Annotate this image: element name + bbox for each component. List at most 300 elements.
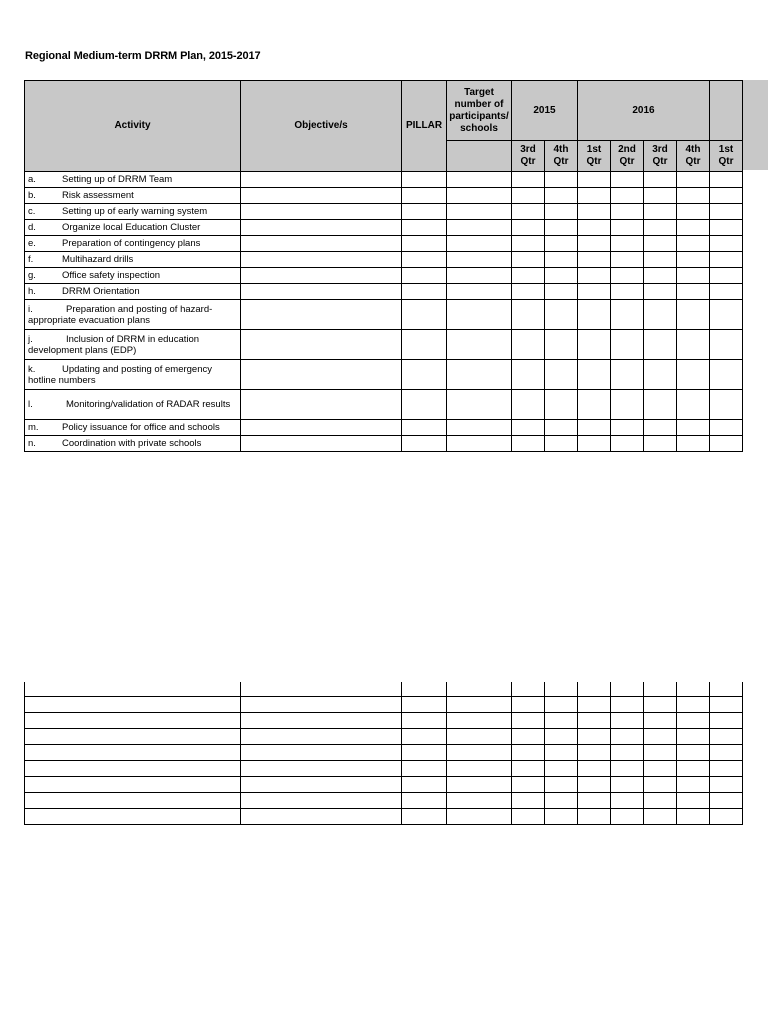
- empty-cell: [578, 220, 611, 236]
- activity-cell: [25, 172, 241, 188]
- empty-cell: [578, 268, 611, 284]
- empty-cell: [578, 300, 611, 330]
- empty-cell: [241, 745, 402, 761]
- empty-cell: [402, 761, 447, 777]
- empty-cell: [644, 793, 677, 809]
- header-quarter: [512, 141, 545, 172]
- empty-cell: [611, 697, 644, 713]
- empty-cell: [710, 188, 743, 204]
- activity-letter: n.: [28, 438, 36, 449]
- empty-cell: [644, 420, 677, 436]
- table-row: [25, 172, 743, 188]
- empty-cell: [677, 390, 710, 420]
- empty-cell: [710, 809, 743, 825]
- empty-cell: [447, 252, 512, 268]
- activity-letter: e.: [28, 238, 36, 249]
- header-activity: Activity: [25, 81, 241, 172]
- empty-cell: [447, 436, 512, 452]
- empty-cell: [611, 420, 644, 436]
- header-target: Target number of participants/ schools: [447, 81, 512, 141]
- header-year-2015: 2015: [512, 81, 578, 141]
- empty-cell: [545, 682, 578, 697]
- activity-cell: [25, 420, 241, 436]
- empty-cell: [545, 330, 578, 360]
- activity-letter: l.: [28, 399, 33, 410]
- empty-cell: [402, 330, 447, 360]
- table-row: [25, 682, 743, 697]
- activity-letter: c.: [28, 206, 36, 217]
- empty-cell: [402, 188, 447, 204]
- activity-letter: b.: [28, 190, 36, 201]
- activity-letter: k.: [28, 363, 36, 375]
- empty-cell: [644, 330, 677, 360]
- empty-cell: [611, 390, 644, 420]
- table-row: [25, 220, 743, 236]
- empty-cell: [644, 284, 677, 300]
- empty-cell: [241, 713, 402, 729]
- empty-cell: [710, 697, 743, 713]
- empty-cell: [545, 236, 578, 252]
- empty-cell: [611, 682, 644, 697]
- empty-cell: [512, 172, 545, 188]
- empty-cell: [25, 729, 241, 745]
- empty-cell: [512, 729, 545, 745]
- empty-cell: [25, 793, 241, 809]
- activity-text: Multihazard drills: [62, 254, 134, 265]
- table-row: [25, 745, 743, 761]
- document-title: Regional Medium-term DRRM Plan, 2015-2017: [25, 50, 261, 62]
- quarter-label: 1st: [718, 144, 734, 155]
- table-row: [25, 729, 743, 745]
- empty-cell: [545, 777, 578, 793]
- empty-cell: [677, 236, 710, 252]
- empty-cell: [710, 682, 743, 697]
- empty-cell: [512, 268, 545, 284]
- empty-cell: [611, 188, 644, 204]
- empty-cell: [241, 420, 402, 436]
- empty-cell: [512, 793, 545, 809]
- empty-cell: [447, 284, 512, 300]
- empty-cell: [710, 729, 743, 745]
- table-row: [25, 204, 743, 220]
- empty-cell: [677, 252, 710, 268]
- empty-cell: [545, 729, 578, 745]
- empty-cell: [241, 330, 402, 360]
- empty-cell: [578, 390, 611, 420]
- empty-cell: [710, 330, 743, 360]
- empty-cell: [710, 252, 743, 268]
- activity-cell: [25, 360, 241, 390]
- empty-cell: [644, 436, 677, 452]
- empty-cell: [512, 682, 545, 697]
- activity-text: DRRM Orientation: [62, 286, 140, 297]
- empty-cell: [611, 713, 644, 729]
- empty-cell: [402, 682, 447, 697]
- empty-cell: [545, 436, 578, 452]
- empty-cell: [545, 697, 578, 713]
- empty-cell: [677, 188, 710, 204]
- empty-cell: [644, 188, 677, 204]
- header-quarter: [545, 141, 578, 172]
- empty-cell: [545, 713, 578, 729]
- empty-cell: [545, 390, 578, 420]
- activity-letter: m.: [28, 422, 39, 433]
- empty-cell: [611, 745, 644, 761]
- empty-cell: [710, 220, 743, 236]
- activity-letter: g.: [28, 270, 36, 281]
- table-row: [25, 697, 743, 713]
- empty-cell: [447, 220, 512, 236]
- empty-cell: [402, 300, 447, 330]
- empty-cell: [611, 204, 644, 220]
- table-row: [25, 360, 743, 390]
- empty-cell: [677, 420, 710, 436]
- empty-cell: [611, 793, 644, 809]
- quarter-label: 4th: [553, 144, 569, 155]
- empty-cell: [25, 713, 241, 729]
- table-row: [25, 420, 743, 436]
- empty-cell: [677, 284, 710, 300]
- table-row: [25, 777, 743, 793]
- table-row: [25, 793, 743, 809]
- empty-cell: [578, 188, 611, 204]
- empty-cell: [241, 390, 402, 420]
- empty-cell: [578, 420, 611, 436]
- table-row: [25, 252, 743, 268]
- empty-cell: [447, 682, 512, 697]
- empty-cell: [710, 777, 743, 793]
- empty-cell: [25, 777, 241, 793]
- empty-cell: [447, 809, 512, 825]
- empty-cell: [644, 697, 677, 713]
- quarter-label: 4th: [685, 144, 701, 155]
- empty-cell: [677, 761, 710, 777]
- empty-cell: [578, 360, 611, 390]
- empty-cell: [25, 761, 241, 777]
- activity-letter: i.: [28, 303, 33, 315]
- empty-cell: [644, 777, 677, 793]
- empty-cell: [644, 204, 677, 220]
- empty-cell: [447, 713, 512, 729]
- empty-cell: [241, 793, 402, 809]
- header-quarter: [644, 141, 677, 172]
- empty-cell: [578, 204, 611, 220]
- empty-cell: [578, 761, 611, 777]
- empty-cell: [578, 809, 611, 825]
- header-objectives: Objective/s: [241, 81, 402, 172]
- empty-cell: [512, 809, 545, 825]
- empty-cell: [677, 697, 710, 713]
- empty-cell: [447, 761, 512, 777]
- empty-cell: [710, 761, 743, 777]
- empty-cell: [545, 300, 578, 330]
- empty-cell: [512, 330, 545, 360]
- empty-cell: [578, 236, 611, 252]
- empty-cell: [402, 172, 447, 188]
- quarter-suffix: Qtr: [718, 156, 734, 167]
- empty-cell: [644, 268, 677, 284]
- empty-cell: [512, 777, 545, 793]
- empty-cell: [578, 697, 611, 713]
- empty-cell: [644, 713, 677, 729]
- empty-cell: [402, 220, 447, 236]
- activity-text: Coordination with private schools: [62, 438, 202, 449]
- header-pillar: PILLAR: [402, 81, 447, 172]
- empty-cell: [677, 204, 710, 220]
- activity-cell: [25, 436, 241, 452]
- activity-text: Updating and posting of emergency hotline numbers: [28, 363, 212, 386]
- empty-cell: [402, 436, 447, 452]
- activity-cell: [25, 220, 241, 236]
- empty-cell: [402, 420, 447, 436]
- empty-cell: [402, 268, 447, 284]
- activity-cell: [25, 204, 241, 220]
- activity-cell: [25, 300, 241, 330]
- empty-cell: [611, 729, 644, 745]
- table-row: [25, 284, 743, 300]
- activity-text: Risk assessment: [62, 190, 134, 201]
- empty-cell: [402, 793, 447, 809]
- empty-cell: [447, 793, 512, 809]
- empty-cell: [402, 252, 447, 268]
- activity-text: Office safety inspection: [62, 270, 161, 281]
- empty-cell: [241, 697, 402, 713]
- empty-cell: [512, 252, 545, 268]
- quarter-suffix: Qtr: [685, 156, 701, 167]
- empty-cell: [241, 729, 402, 745]
- empty-cell: [611, 777, 644, 793]
- empty-cell: [644, 300, 677, 330]
- empty-cell: [578, 729, 611, 745]
- activity-cell: [25, 284, 241, 300]
- table-row: [25, 713, 743, 729]
- empty-cell: [677, 300, 710, 330]
- empty-cell: [447, 204, 512, 220]
- empty-cell: [241, 204, 402, 220]
- empty-cell: [512, 761, 545, 777]
- activity-text: Setting up of DRRM Team: [62, 174, 173, 185]
- empty-cell: [677, 745, 710, 761]
- empty-cell: [241, 172, 402, 188]
- empty-cell: [241, 268, 402, 284]
- activity-cell: [25, 268, 241, 284]
- empty-cell: [447, 330, 512, 360]
- empty-cell: [611, 809, 644, 825]
- empty-cell: [710, 713, 743, 729]
- empty-cell: [447, 697, 512, 713]
- empty-cell: [512, 300, 545, 330]
- empty-cell: [578, 682, 611, 697]
- header-target-sub: [447, 141, 512, 172]
- empty-cell: [644, 745, 677, 761]
- quarter-label: 1st: [586, 144, 602, 155]
- table-row: [25, 436, 743, 452]
- empty-cell: [241, 220, 402, 236]
- empty-cell: [710, 236, 743, 252]
- empty-cell: [512, 284, 545, 300]
- empty-cell: [241, 300, 402, 330]
- quarter-suffix: Qtr: [586, 156, 602, 167]
- empty-cell: [447, 390, 512, 420]
- empty-cell: [447, 729, 512, 745]
- empty-cell: [512, 204, 545, 220]
- empty-cell: [512, 713, 545, 729]
- empty-cell: [710, 172, 743, 188]
- empty-cell: [644, 252, 677, 268]
- empty-cell: [677, 793, 710, 809]
- activity-text: Preparation of contingency plans: [62, 238, 201, 249]
- empty-cell: [611, 252, 644, 268]
- activity-text: Inclusion of DRRM in education development plans (EDP): [28, 333, 200, 356]
- header-year-2016: 2016: [578, 81, 710, 141]
- empty-cell: [241, 252, 402, 268]
- empty-cell: [677, 682, 710, 697]
- empty-cell: [25, 809, 241, 825]
- empty-cell: [545, 809, 578, 825]
- empty-cell: [677, 436, 710, 452]
- empty-cell: [710, 793, 743, 809]
- empty-cell: [644, 729, 677, 745]
- empty-cell: [402, 713, 447, 729]
- empty-cell: [512, 436, 545, 452]
- table-row: [25, 761, 743, 777]
- header-year-2017: [710, 81, 743, 141]
- empty-cell: [644, 220, 677, 236]
- activity-text: Organize local Education Cluster: [62, 222, 201, 233]
- empty-cell: [402, 777, 447, 793]
- empty-cell: [447, 777, 512, 793]
- empty-cell: [241, 809, 402, 825]
- activity-letter: h.: [28, 286, 36, 297]
- empty-cell: [402, 729, 447, 745]
- empty-cell: [545, 284, 578, 300]
- activity-cell: [25, 330, 241, 360]
- empty-cell: [644, 360, 677, 390]
- empty-cell: [545, 204, 578, 220]
- activity-text: Policy issuance for office and schools: [62, 422, 220, 433]
- empty-cell: [677, 172, 710, 188]
- activity-cell: [25, 252, 241, 268]
- table-row: [25, 236, 743, 252]
- empty-cell: [710, 204, 743, 220]
- activity-cell: [25, 390, 241, 420]
- empty-cell: [545, 220, 578, 236]
- empty-cell: [447, 360, 512, 390]
- table-row: [25, 390, 743, 420]
- empty-cell: [545, 172, 578, 188]
- empty-cell: [545, 268, 578, 284]
- empty-cell: [578, 793, 611, 809]
- empty-cell: [677, 220, 710, 236]
- empty-cell: [611, 220, 644, 236]
- table-row: [25, 268, 743, 284]
- empty-cell: [611, 284, 644, 300]
- header-shade-tail: [743, 80, 768, 170]
- activity-letter: a.: [28, 174, 36, 185]
- table-row: [25, 809, 743, 825]
- empty-cell: [710, 436, 743, 452]
- empty-cell: [677, 330, 710, 360]
- empty-cell: [611, 268, 644, 284]
- empty-cell: [241, 236, 402, 252]
- empty-cell: [447, 300, 512, 330]
- empty-cell: [710, 745, 743, 761]
- empty-cell: [447, 172, 512, 188]
- empty-cell: [644, 809, 677, 825]
- quarter-suffix: Qtr: [619, 156, 635, 167]
- drrm-plan-table: [24, 80, 743, 452]
- empty-cell: [578, 284, 611, 300]
- empty-cell: [447, 420, 512, 436]
- empty-cell: [611, 172, 644, 188]
- empty-cell: [578, 436, 611, 452]
- empty-cell: [512, 236, 545, 252]
- empty-cell: [402, 390, 447, 420]
- empty-cell: [25, 745, 241, 761]
- empty-cell: [512, 360, 545, 390]
- empty-cell: [241, 284, 402, 300]
- empty-cell: [578, 252, 611, 268]
- empty-cell: [241, 761, 402, 777]
- activity-text: Setting up of early warning system: [62, 206, 208, 217]
- empty-cell: [447, 188, 512, 204]
- empty-cell: [611, 761, 644, 777]
- empty-cell: [710, 420, 743, 436]
- empty-cell: [545, 761, 578, 777]
- empty-cell: [677, 729, 710, 745]
- continuation-table-fragment: [24, 682, 743, 825]
- empty-cell: [512, 390, 545, 420]
- empty-cell: [611, 436, 644, 452]
- empty-cell: [25, 697, 241, 713]
- activity-text: Monitoring/validation of RADAR results: [66, 399, 231, 410]
- empty-cell: [402, 809, 447, 825]
- quarter-suffix: Qtr: [652, 156, 668, 167]
- quarter-suffix: Qtr: [553, 156, 569, 167]
- empty-cell: [644, 761, 677, 777]
- empty-cell: [241, 360, 402, 390]
- empty-cell: [512, 697, 545, 713]
- empty-cell: [644, 236, 677, 252]
- quarter-label: 2nd: [618, 144, 636, 155]
- quarter-label: 3rd: [520, 144, 536, 155]
- empty-cell: [677, 713, 710, 729]
- empty-cell: [710, 390, 743, 420]
- activity-letter: j.: [28, 333, 33, 345]
- empty-cell: [447, 236, 512, 252]
- empty-cell: [611, 330, 644, 360]
- empty-cell: [545, 360, 578, 390]
- empty-cell: [447, 745, 512, 761]
- empty-cell: [710, 360, 743, 390]
- empty-cell: [611, 236, 644, 252]
- empty-cell: [447, 268, 512, 284]
- empty-cell: [677, 360, 710, 390]
- empty-cell: [402, 697, 447, 713]
- empty-cell: [644, 172, 677, 188]
- empty-cell: [710, 284, 743, 300]
- quarter-suffix: Qtr: [520, 156, 536, 167]
- empty-cell: [578, 713, 611, 729]
- empty-cell: [611, 300, 644, 330]
- activity-text: Preparation and posting of hazard-appropriate evacuation plans: [28, 303, 213, 326]
- empty-cell: [25, 682, 241, 697]
- table-row: [25, 188, 743, 204]
- header-quarter: [578, 141, 611, 172]
- empty-cell: [710, 268, 743, 284]
- empty-cell: [402, 745, 447, 761]
- empty-cell: [402, 284, 447, 300]
